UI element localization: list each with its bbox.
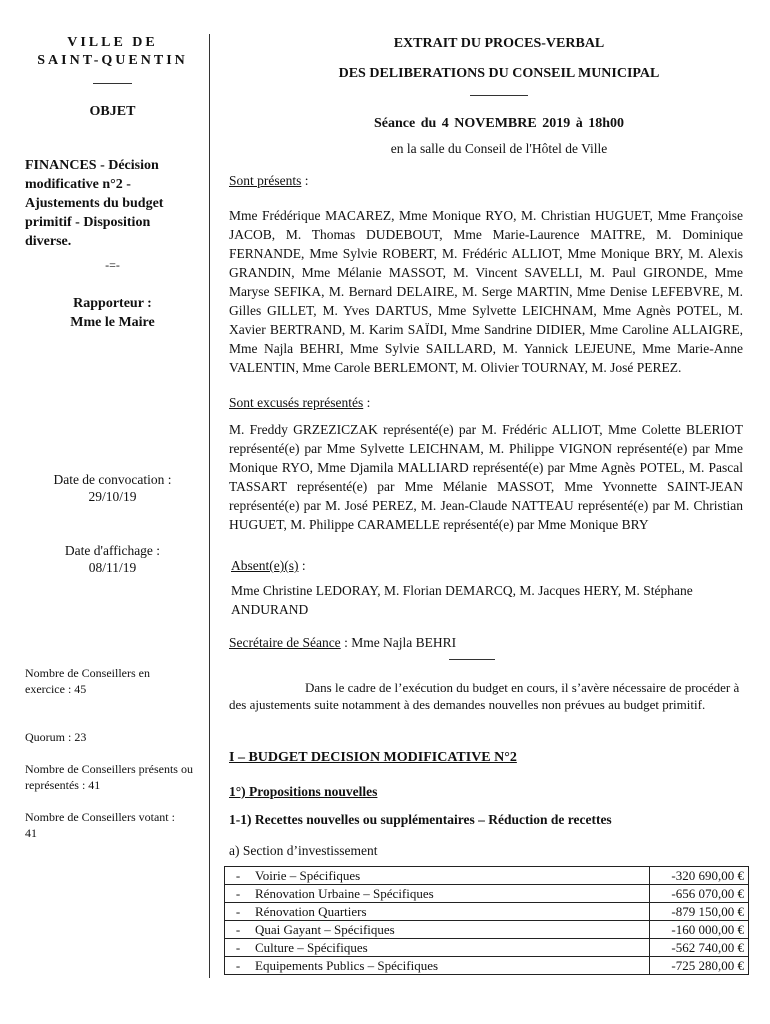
presents-heading <box>229 171 309 190</box>
city-line-1: VILLE DE <box>67 35 158 50</box>
subsection-title: 1°) Propositions nouvelles <box>229 784 378 799</box>
column-divider <box>209 34 210 978</box>
presents-list: Mme Frédérique MACAREZ, Mme Monique RYO, M. Christian HUGUET, Mme Françoise JACOB, M. Thomas DUDEBOUT, Mme Marie-Laurence MAITRE, M. Dominique FERNANDE, Mme Sylvie ROBERT, M. Frédéric ALLIOT, Mme Monique BRY, M. Alexis GRANDIN, Mme Mélanie MASSOT, M. Vincent SAVELLI, M. Paul GIRONDE, Mme Maryse SEFIKA, M. Bernard DELAIRE, M. Serge MARTIN, Mme Denise LEFEBVRE, M. Gilles GILLET, M. Yves DARTUS, Mme Sylvette LEICHNAM, Mme Agnès POTEL, M. Xavier BERTRAND, M. Karim SAÏDI, Mme Sandrine DIDIER, Mme Caroline ALLAIGRE, Mme Najla BEHRI, Mme Sylvie SAILLARD, M. Yannick LEJEUNE, Mme Marie-Anne VALENTIN, Mme Carole BERLEMONT, M. Olivier TOURNAY, M. José PEREZ. <box>229 208 743 375</box>
row-dash: - <box>225 867 252 885</box>
section-investissement: a) Section d’investissement <box>229 843 378 858</box>
excuses-colon: : <box>363 395 371 410</box>
convocation-label: Date de convocation : <box>53 472 172 487</box>
presents-label: Sont présents <box>229 173 302 188</box>
absents-heading <box>231 556 306 575</box>
secretaire-value: : Mme Najla BEHRI <box>340 635 457 650</box>
rapporteur-label: Rapporteur : <box>73 296 152 311</box>
table-row <box>225 903 749 921</box>
pv-title-1: EXTRAIT DU PROCES-VERBAL <box>393 36 605 51</box>
excuses-label: Sont excusés représentés <box>229 395 364 410</box>
conseillers-exercice: Nombre de Conseillers en exercice : 45 <box>25 666 150 696</box>
absents-colon: : <box>298 558 306 573</box>
row-label: Voirie – Spécifiques <box>251 867 650 885</box>
excuses-heading <box>229 393 370 412</box>
row-label: Culture – Spécifiques <box>251 939 650 957</box>
secretaire-underline <box>449 659 495 660</box>
affichage-label: Date d'affichage : <box>64 543 161 558</box>
conseillers-votant: Nombre de Conseillers votant : 41 <box>25 810 175 840</box>
absents-label: Absent(e)(s) <box>231 558 299 573</box>
row-label: Quai Gayant – Spécifiques <box>251 921 650 939</box>
row-dash: - <box>225 957 252 975</box>
rapporteur-name: Mme le Maire <box>70 315 155 330</box>
table-row <box>225 885 749 903</box>
pv-title-2: DES DELIBERATIONS DU CONSEIL MUNICIPAL <box>338 66 660 81</box>
row-label: Rénovation Quartiers <box>251 903 650 921</box>
row-dash: - <box>225 903 252 921</box>
seance-date: Séance du 4 NOVEMBRE 2019 à 18h00 <box>373 116 625 131</box>
affichage-date: 08/11/19 <box>88 560 137 575</box>
row-dash: - <box>225 885 252 903</box>
table-row <box>225 957 749 975</box>
intro-paragraph <box>229 679 744 713</box>
city-line-2: SAINT-QUENTIN <box>37 53 188 68</box>
recettes-table <box>224 866 749 975</box>
table-row <box>225 939 749 957</box>
city-underline <box>93 83 132 84</box>
objet-heading: OBJET <box>89 104 136 119</box>
excuses-list: M. Freddy GRZEZICZAK représenté(e) par M. Frédéric ALLIOT, Mme Colette BLERIOT représenté(e) par Mme Sylvette LEICHNAM, M. Philippe VIGNON représenté(e) par Mme Monique RYO, Mme Djamila MALLIARD représenté(e) par Mme Agnès POTEL, M. Pascal TASSART représenté(e) par Mme Mélanie MASSOT, Mme Yvonnette SAINT-JEAN représenté(e) par M. José PEREZ, M. Jean-Claude NATTEAU représenté(e) par M. Christian HUGUET, M. Philippe CARAMELLE représenté(e) par Mme Monique BRY <box>229 422 743 532</box>
absents-list: Mme Christine LEDORAY, M. Florian DEMARCQ, M. Jacques HERY, M. Stéphane ANDURAND <box>231 583 693 617</box>
row-amount: -879 150,00 € <box>650 903 749 921</box>
row-label: Equipements Publics – Spécifiques <box>251 957 650 975</box>
city-name <box>25 34 200 70</box>
table-row <box>225 867 749 885</box>
presents-colon: : <box>301 173 309 188</box>
objet-separator: -=- <box>105 258 120 272</box>
row-amount: -725 280,00 € <box>650 957 749 975</box>
row-amount: -656 070,00 € <box>650 885 749 903</box>
secretaire <box>229 633 456 652</box>
subsection-1-1-title: 1-1) Recettes nouvelles ou supplémentaires – Réduction de recettes <box>229 812 612 827</box>
table-row <box>225 921 749 939</box>
row-dash: - <box>225 939 252 957</box>
objet-text: FINANCES - Décision modificative n°2 - Ajustements du budget primitif - Disposition diverse. <box>25 158 164 249</box>
section-title: I – BUDGET DECISION MODIFICATIVE N°2 <box>229 750 517 765</box>
convocation-date: 29/10/19 <box>88 489 137 504</box>
recettes-table-body <box>225 867 749 975</box>
secretaire-label: Secrétaire de Séance <box>229 635 341 650</box>
row-amount: -160 000,00 € <box>650 921 749 939</box>
conseillers-presents: Nombre de Conseillers présents ou représentés : 41 <box>25 762 193 792</box>
intro-text: Dans le cadre de l’exécution du budget en cours, il s’avère nécessaire de procéder à des ajustements suite notamment à des demandes nouvelles non prévues au budget primitif. <box>229 680 740 712</box>
title-underline <box>470 95 528 96</box>
row-amount: -562 740,00 € <box>650 939 749 957</box>
row-label: Rénovation Urbaine – Spécifiques <box>251 885 650 903</box>
row-amount: -320 690,00 € <box>650 867 749 885</box>
row-dash: - <box>225 921 252 939</box>
quorum: Quorum : 23 <box>25 730 87 744</box>
seance-lieu: en la salle du Conseil de l'Hôtel de Ville <box>390 141 608 156</box>
